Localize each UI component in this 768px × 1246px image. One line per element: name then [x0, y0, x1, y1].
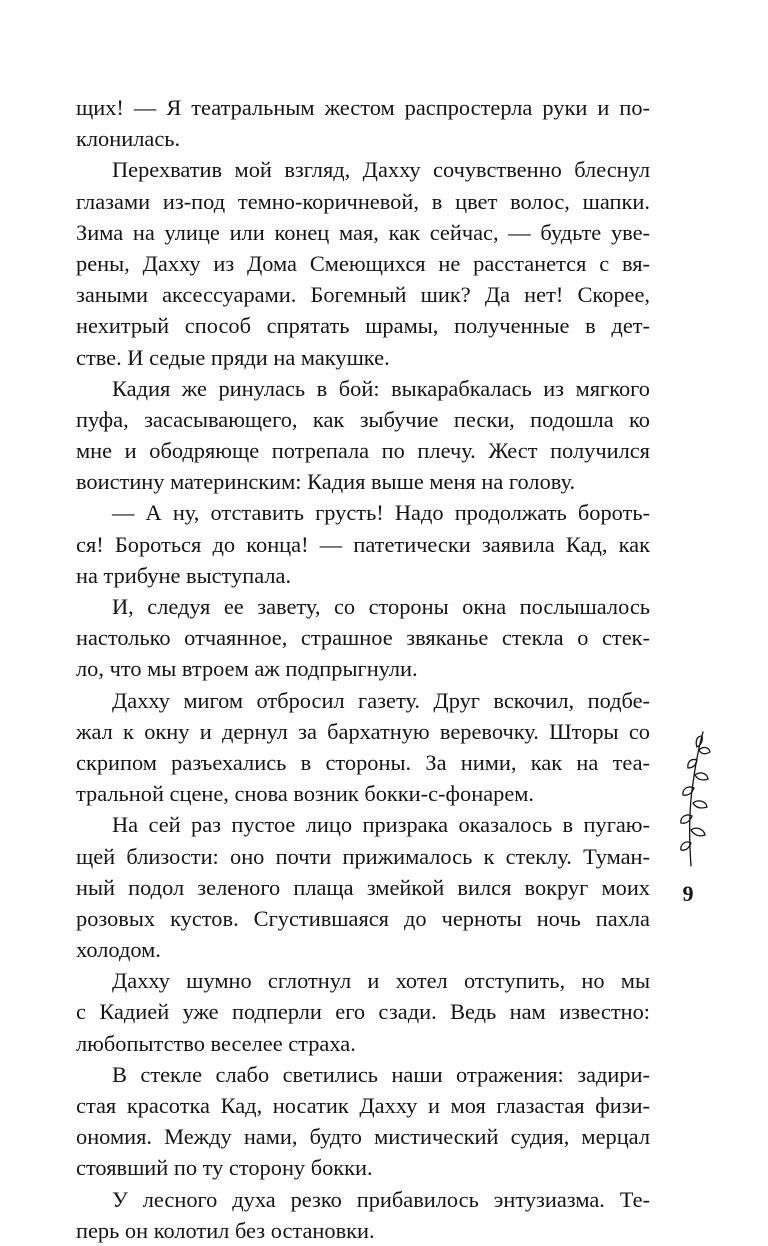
text-line: розовых кустов. Сгустившаяся до черноты ночь пахла [76, 905, 650, 931]
text-line: Перехватив мой взгляд, Дахху сочувственно блеснул [112, 157, 650, 183]
text-line: нехитрый способ спрятать шрамы, полученные в дет- [76, 313, 650, 339]
text-line: ло, что мы втроем аж подпрыгнули. [76, 656, 418, 682]
text-line: тральной сцене, снова возник бокки-с-фонарем. [76, 781, 535, 807]
text-line: ный подол зеленого плаща змейкой вился вокруг моих [76, 874, 650, 900]
paragraph [76, 685, 650, 810]
body-text [76, 92, 650, 1246]
text-line: ономия. Между нами, будто мистический судия, мерцал [76, 1124, 650, 1150]
text-line: щей близости: оно почти прижималось к стеклу. Туман- [76, 843, 650, 869]
text-line: щих! — Я театральным жестом распростерла руки и по- [76, 95, 650, 120]
text-line: стоявший по ту сторону бокки. [76, 1155, 373, 1181]
text-line: мне и ободряюще потрепала по плечу. Жест получился [76, 438, 650, 464]
text-line: на трибуне выступала. [76, 562, 292, 588]
paragraph [76, 373, 650, 498]
paragraph [76, 965, 650, 1059]
text-line: — А ну, отставить грусть! Надо продолжать бороть- [112, 500, 650, 526]
leaf-sprig-icon [664, 728, 722, 868]
text-line: Дахху мигом отбросил газету. Друг вскочил, подбе- [112, 687, 650, 713]
paragraph [76, 1184, 650, 1246]
paragraph [76, 154, 650, 372]
paragraph [76, 591, 650, 685]
text-line: перь он колотил без остановки. [76, 1217, 375, 1243]
text-line: У лесного духа резко прибавилось энтузиазма. Те- [112, 1186, 650, 1212]
text-line: стая красотка Кад, носатик Дахху и моя глазастая физи- [76, 1093, 650, 1118]
text-line: любопытство веселее страха. [76, 1030, 356, 1056]
text-line: воистину материнским: Кадия выше меня на голову. [76, 469, 576, 495]
text-line: холодом. [76, 937, 161, 963]
text-line: жал к окну и дернул за бархатную веревочку. Шторы со [76, 718, 650, 744]
paragraph [76, 1059, 650, 1184]
text-line: заными аксессуарами. Богемный шик? Да нет! Скорее, [76, 282, 650, 308]
text-line: клонилась. [76, 126, 181, 152]
paragraph [76, 809, 650, 965]
paragraph [76, 497, 650, 591]
text-line: рены, Дахху из Дома Смеющихся не расстанется с вя- [76, 250, 650, 276]
text-line: скрипом разъехались в стороны. За ними, как на теа- [76, 749, 650, 775]
text-line: настолько отчаянное, страшное звяканье стекла о стек- [76, 625, 650, 651]
text-line: И, следуя ее завету, со стороны окна послышалось [112, 594, 650, 619]
text-line: глазами из-под темно-коричневой, в цвет волос, шапки. [76, 188, 650, 214]
text-line: пуфа, засасывающего, как зыбучие пески, подошла ко [76, 406, 650, 432]
text-line: Зима на улице или конец мая, как сейчас, — будьте уве- [76, 219, 650, 245]
text-line: На сей раз пустое лицо призрака оказалось в пугаю- [112, 812, 650, 838]
text-line: В стекле слабо светились наши отражения: задири- [112, 1061, 650, 1087]
paragraph [76, 92, 650, 154]
text-line: ся! Бороться до конца! — патетически заявила Кад, как [76, 531, 650, 557]
text-line: стве. И седые пряди на макушке. [76, 344, 390, 370]
text-line: Кадия же ринулась в бой: выкарабкалась из мягкого [112, 375, 650, 401]
text-line: Дахху шумно сглотнул и хотел отступить, но мы [112, 968, 650, 994]
page-number: 9 [682, 881, 694, 906]
text-line: с Кадией уже подперли его сзади. Ведь нам известно: [76, 999, 650, 1025]
